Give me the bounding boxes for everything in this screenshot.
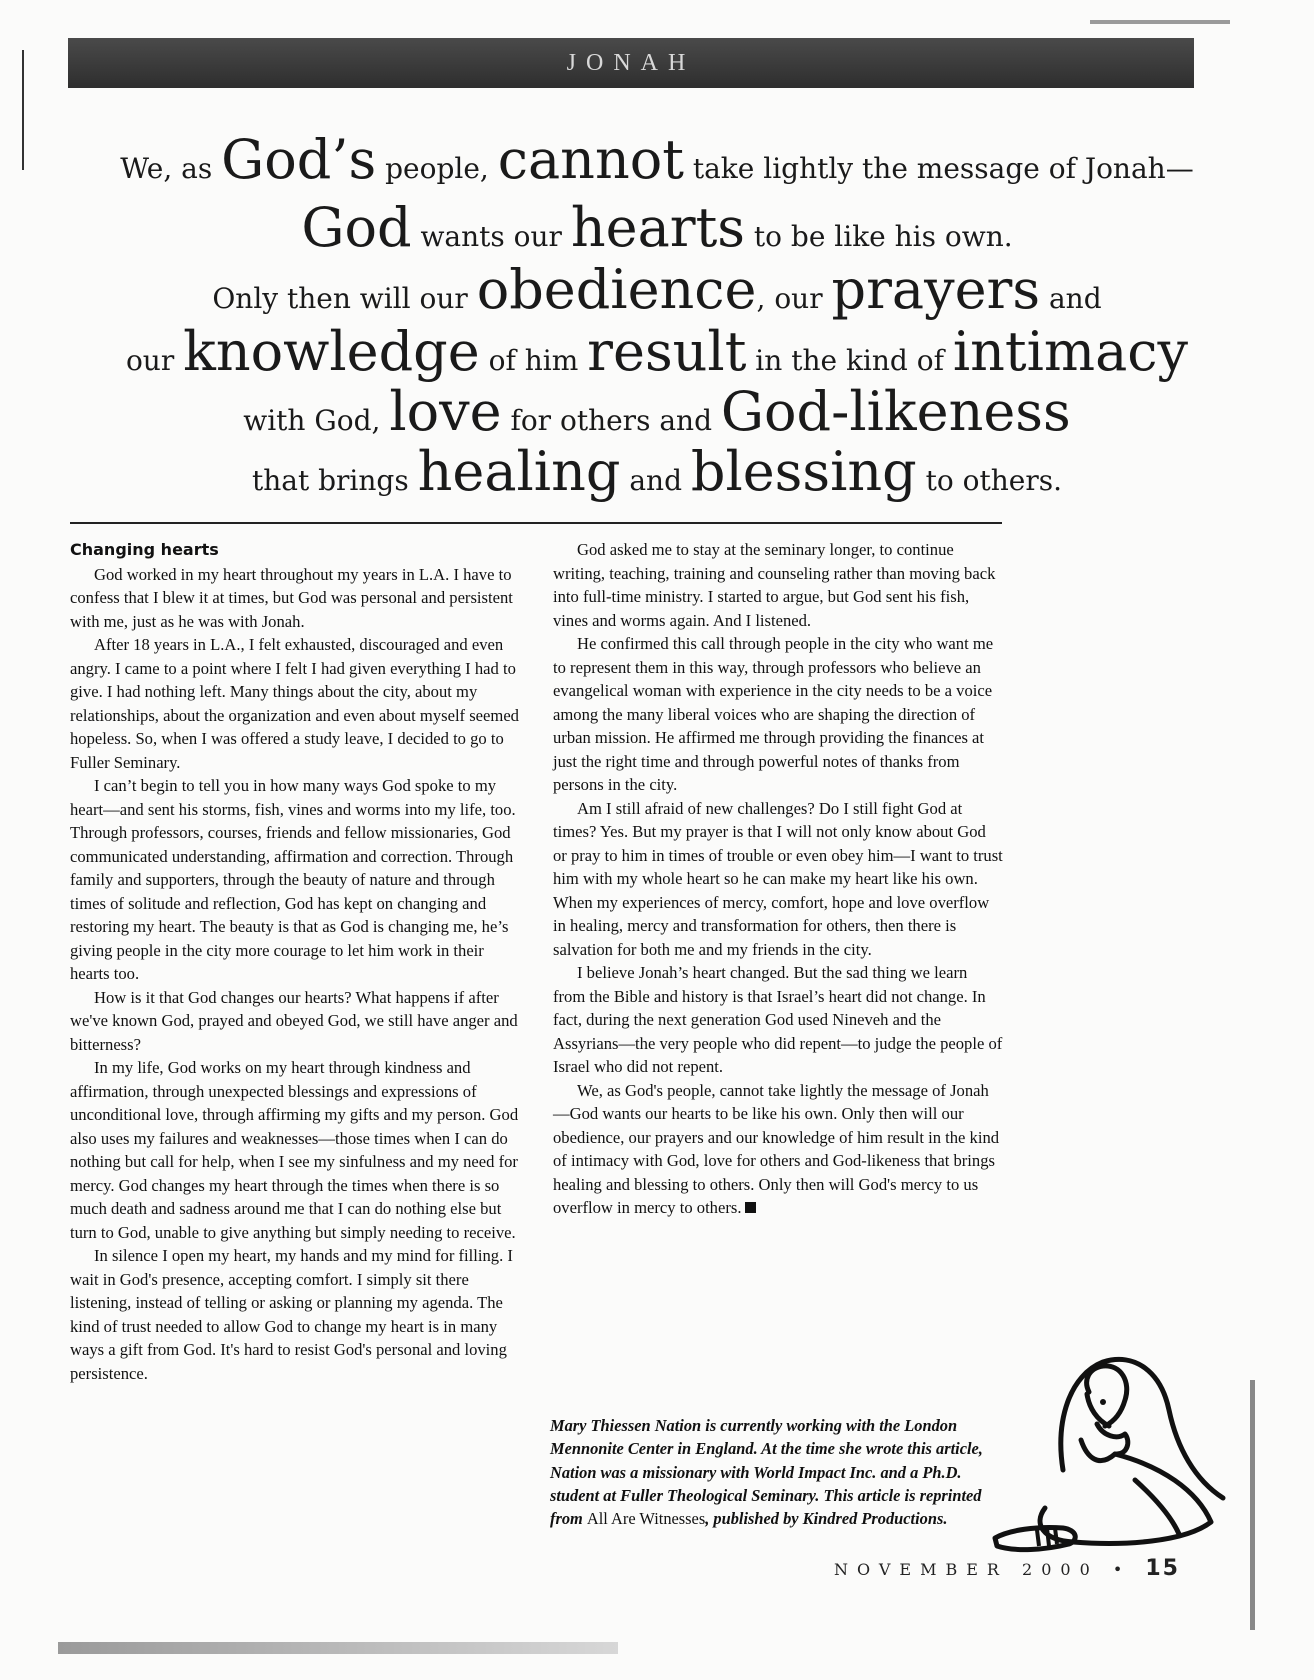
pullquote-line-4: our knowledge of him result in the kind of intimacy (125, 320, 1189, 383)
pullquote-line-3: Only then will our obedience, our prayers and (212, 258, 1102, 321)
paragraph: God asked me to stay at the seminary longer, to continue writing, teaching, training and counseling rather than moving back into full-time ministry. I started to argue, but God sent his fish, vines and worms again. And I listened. (553, 540, 996, 630)
pullquote-line-6: that brings healing and blessing to others. (251, 440, 1063, 503)
article-divider (70, 522, 1002, 524)
paragraph: In silence I open my heart, my hands and my mind for filling. I wait in God's presence, accepting comfort. I simply sit there listening, instead of telling or asking or planning my agenda. The kind of trust needed to allow God to change my heart is in many ways a gift from God. It's hard to resist God's personal and loving persistence. (70, 1246, 513, 1383)
paragraph: He confirmed this call through people in the city who want me to represent them in this way, through professors who believe an evangelical woman with experience in the city needs to be a voice among the many liberal voices who are shaping the direction of urban mission. He affirmed me through providing the finances at just the right time and through powerful notes of thanks from persons in the city. (553, 634, 994, 794)
article-column-right (553, 538, 1003, 1220)
pullquote-line-2: God wants our hearts to be like his own. (301, 196, 1013, 259)
bottom-strip (58, 1642, 618, 1654)
right-rule (1250, 1380, 1255, 1630)
footer-bullet: • (1112, 1560, 1132, 1579)
article-column-left (70, 538, 520, 1385)
section-title: JONAH (566, 50, 696, 76)
paragraph: How is it that God changes our hearts? What happens if after we've known God, prayed and obeyed God, we still have anger and bitterness? (70, 987, 518, 1054)
inner-hood (1087, 1394, 1109, 1426)
hem-fold (1135, 1480, 1179, 1534)
end-mark-icon (745, 1202, 756, 1213)
author-bio: Mary Thiessen Nation is currently working with the London Mennonite Center in England. At the time she wrote this article, Nation was a missionary with World Impact Inc. and a Ph.D. student at Fuller Theological Seminary. This article is reprinted from All Are Witnesses, published by Kindred Productions. (550, 1416, 983, 1529)
praying-woman-illustration (985, 1330, 1240, 1560)
top-strip (1090, 20, 1230, 24)
section-banner (68, 38, 1194, 88)
head-outline (1087, 1366, 1127, 1426)
pullquote-line-1: We, as God’s people, cannot take lightly the message of Jonah— (120, 128, 1194, 191)
page-footer (800, 1556, 1180, 1581)
pullquote-line-5: with God, love for others and God-likeness (243, 380, 1071, 443)
paragraph: God worked in my heart throughout my years in L.A. I have to confess that I blew it at times, but God was personal and persistent with me, just as he was with Jonah. (70, 564, 513, 631)
hands-outline (1097, 1424, 1128, 1454)
paragraph: In my life, God works on my heart through kindness and affirmation, through unexpected blessings and expressions of unconditional love, through affirming my gifts and my person. God also uses my failures and weaknesses—those times when I can do nothing but call for help, when I see my sinfulness and my need for mercy. God changes my heart through the times when there is so much death and sadness around me that I can do nothing else but turn to God, unable to give anything but simply needing to receive. (70, 1058, 519, 1242)
paragraph: After 18 years in L.A., I felt exhausted, discouraged and even angry. I came to a point where I felt I had given everything I had to give. I had nothing left. Many things about the city, about my relationships, about the organization and even about myself seemed hopeless. So, when I was offered a study leave, I decided to go to Fuller Seminary. (70, 635, 519, 772)
paragraph-final: We, as God's people, cannot take lightly the message of Jonah—God wants our hearts to be like his own. Only then will our obedience, our prayers and our knowledge of him result in the kind of intimacy with God, love for others and God-likeness that brings healing and blessing to others. Only then will God's mercy to us overflow in mercy to others. (553, 1080, 1000, 1217)
article-heading: Changing hearts (70, 540, 219, 559)
book-title: All Are Witnesses (586, 1509, 706, 1529)
paragraph: I believe Jonah’s heart changed. But the sad thing we learn from the Bible and history is that Israel’s heart did not change. In fact, during the next generation God used Nineveh and the Assyrians—the very people who did repent—to judge the people of Israel who did not repent. (553, 963, 1003, 1076)
paragraph: I can’t begin to tell you in how many ways God spoke to my heart—and sent his storms, fish, vines and worms into my life, too. Through professors, courses, friends and fellow missionaries, God communicated understanding, affirmation and correction. Through family and supporters, through the beauty of nature and through times of solitude and reflection, God has kept on changing and restoring my heart. The beauty is that as God is changing me, he’s giving people in the city more courage to let him work in their hearts too. (70, 776, 516, 983)
page-number: 15 (1145, 1556, 1180, 1581)
paragraph: Am I still afraid of new challenges? Do I still fight God at times? Yes. But my prayer is that I will not only know about God or pray to him in times of trouble or even obey him—I want to trust him with my whole heart so he can make my heart like his own. When my experiences of mercy, comfort, hope and love overflow in healing, mercy and transformation for others, then there is salvation for both me and my friends in the city. (553, 798, 1003, 959)
issue-date: NOVEMBER 2000 (834, 1560, 1099, 1579)
arm-outline (1081, 1440, 1115, 1461)
eye-dot (1100, 1399, 1106, 1405)
